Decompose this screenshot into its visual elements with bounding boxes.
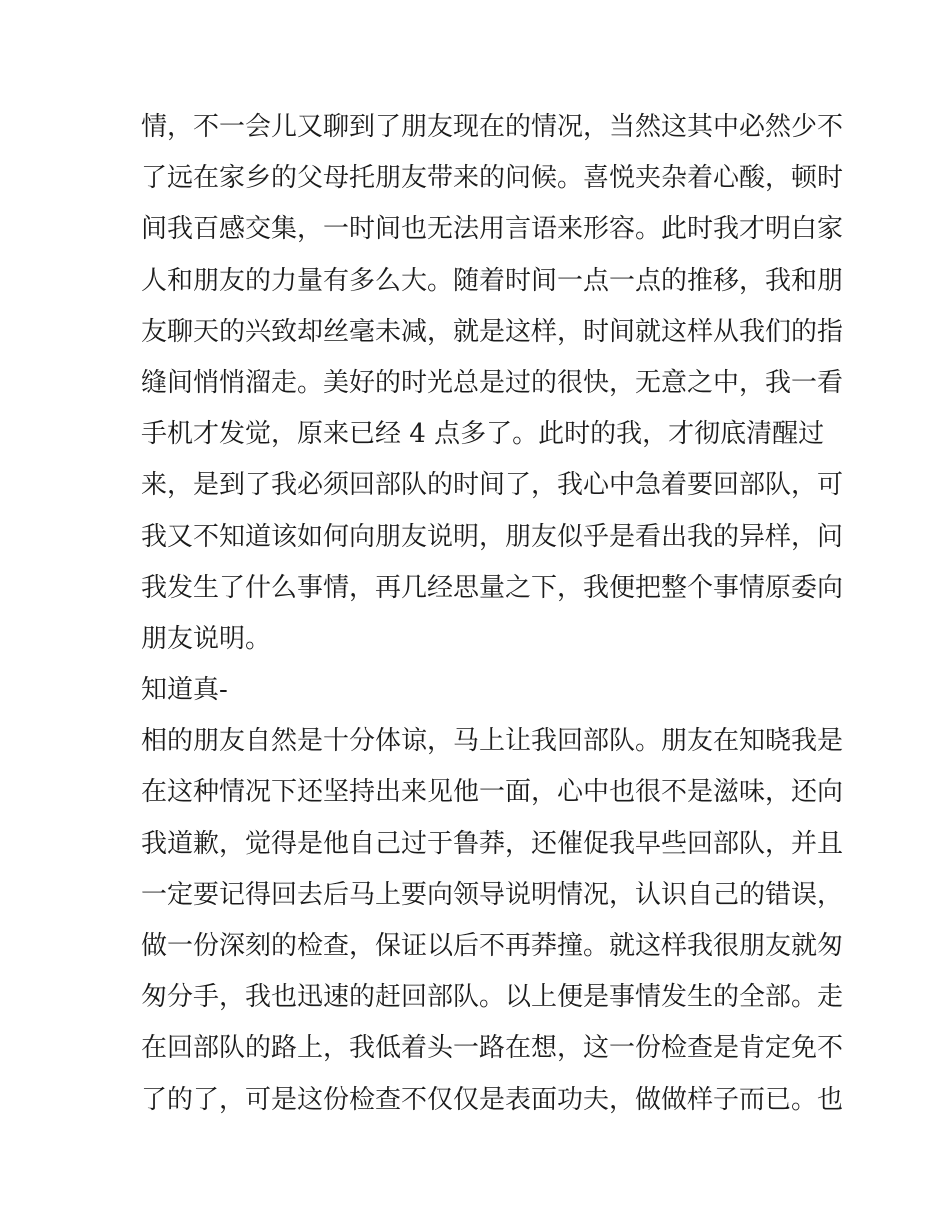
text-line: 一定要记得回去后马上要向领导说明情况，认识自己的错误， [141,879,844,910]
text-line: 知道真- [141,675,228,706]
text-line: 手机才发觉，原来已经 4 点多了。此时的我，才彻底清醒过 [141,419,825,450]
text-line: 人和朋友的力量有多么大。随着时间一点一点的推移，我和朋 [141,265,844,296]
text-line: 友聊天的兴致却丝毫未减，就是这样，时间就这样从我们的指 [141,316,844,347]
text-line: 在这种情况下还坚持出来见他一面，心中也很不是滋味，还向 [141,777,844,808]
text-line: 我发生了什么事情，再几经思量之下，我便把整个事情原委向 [141,572,844,603]
body-text [141,102,844,1126]
text-line: 情，不一会儿又聊到了朋友现在的情况，当然这其中必然少不 [141,112,844,142]
text-line: 了的了，可是这份检查不仅仅是表面功夫，做做样子而已。也 [141,1084,844,1115]
text-line: 相的朋友自然是十分体谅，马上让我回部队。朋友在知晓我是 [141,726,844,757]
text-line: 我道歉，觉得是他自己过于鲁莽，还催促我早些回部队，并且 [141,828,844,859]
text-line: 匆分手，我也迅速的赶回部队。以上便是事情发生的全部。走 [141,982,844,1013]
text-line: 来，是到了我必须回部队的时间了，我心中急着要回部队，可 [141,470,844,501]
text-line: 间我百感交集，一时间也无法用言语来形容。此时我才明白家 [141,214,844,245]
text-line: 在回部队的路上，我低着头一路在想，这一份检查是肯定免不 [141,1033,844,1064]
text-line: 缝间悄悄溜走。美好的时光总是过的很快，无意之中，我一看 [141,367,844,398]
text-line: 朋友说明。 [141,623,272,654]
text-line: 我又不知道该如何向朋友说明，朋友似乎是看出我的异样，问 [141,521,844,552]
text-line: 做一份深刻的检查，保证以后不再莽撞。就这样我很朋友就匆 [141,931,844,961]
text-line: 了远在家乡的父母托朋友带来的问候。喜悦夹杂着心酸，顿时 [141,163,844,194]
